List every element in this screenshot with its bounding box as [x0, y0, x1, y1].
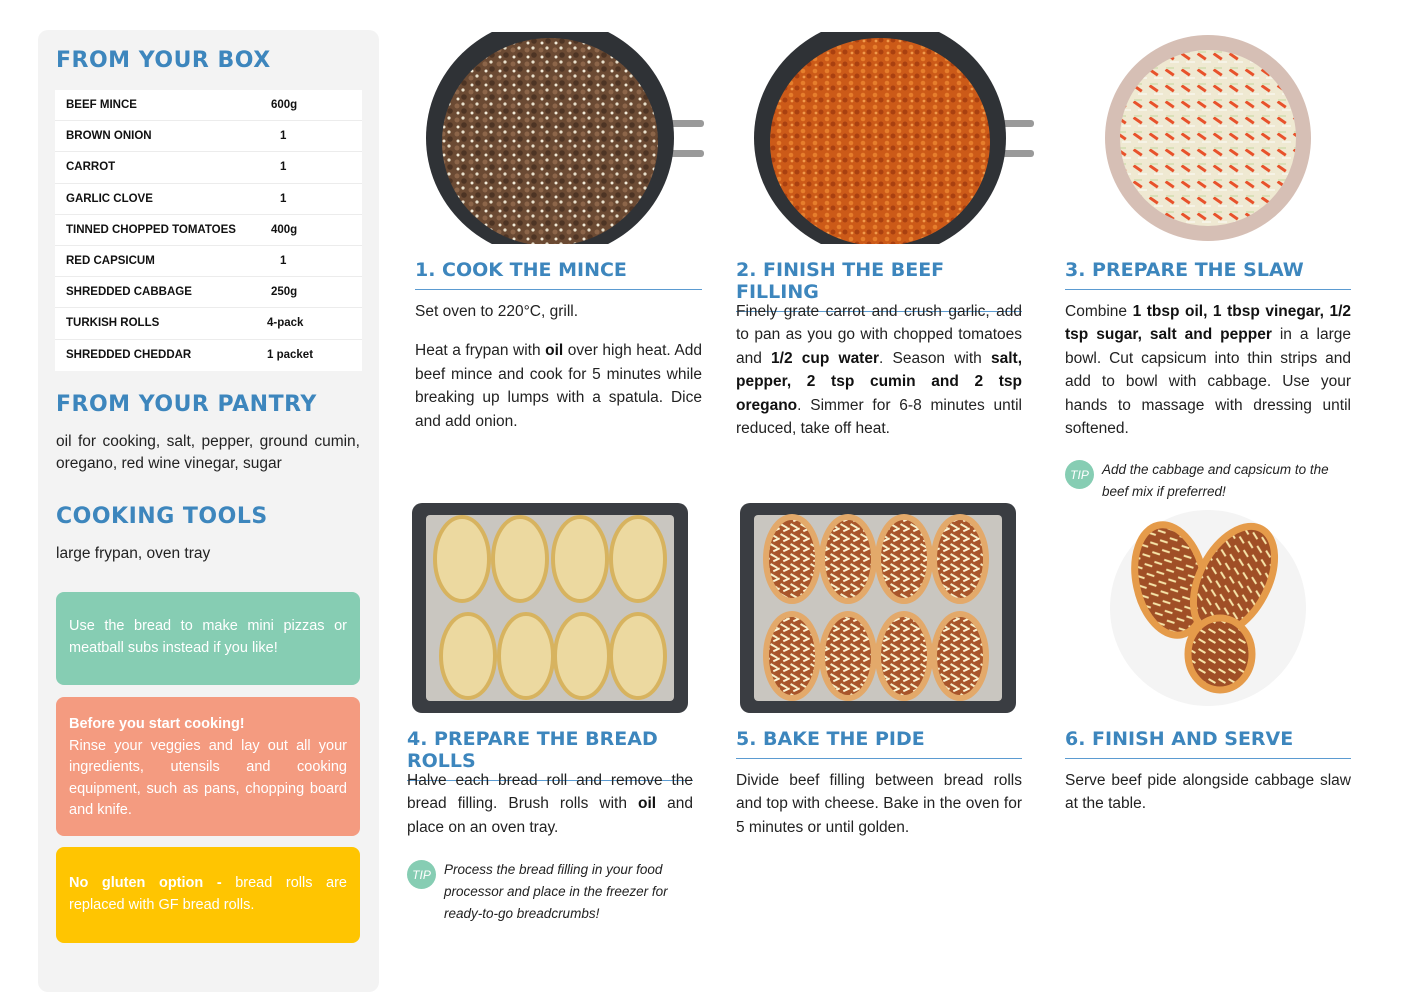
table-row: RED CAPSICUM 1: [55, 246, 362, 277]
gluten-option-note: No gluten option - bread rolls are replaced with GF bread rolls.: [56, 847, 360, 943]
step-2-body: Finely grate carrot and crush garlic, add to pan as you go with chopped tomatoes and 1/2 cup water. Season with salt, pepper, 2 tsp cumin and 2 tsp oregano. Simmer for 6-8 minutes until reduced, take off heat.: [736, 303, 1022, 438]
bread-rolls-tray-photo: [412, 503, 688, 713]
step-4-body: Halve each bread roll and remove the bread filling. Brush rolls with oil and place on an oven tray.: [407, 772, 694, 836]
step-1-body: Set oven to 220°C, grill. Heat a frypan with oil over high heat. Add beef mince and cook for 5 minutes while breaking up lumps with a spatula. Dice and add onion.: [415, 303, 702, 430]
ingredients-sidebar: [38, 30, 379, 992]
step-6-body: Serve beef pide alongside cabbage slaw at the table.: [1065, 772, 1351, 813]
step-5-title: 5. BAKE THE PIDE: [736, 728, 1022, 759]
table-row: CARROT 1: [55, 152, 362, 183]
table-row: SHREDDED CABBAGE 250g: [55, 277, 362, 308]
table-row: BROWN ONION 1: [55, 121, 362, 152]
table-row: SHREDDED CHEDDAR 1 packet: [66, 349, 314, 362]
before-cooking-title: Before you start cooking!: [69, 716, 245, 732]
tip-badge: TIP: [1065, 460, 1094, 489]
step-3-body: Combine 1 tbsp oil, 1 tbsp vinegar, 1/2 tsp sugar, salt and pepper in a large bowl. Cut capsicum into thin strips and add to bowl with cabbage. Use your hands to massage with dressing until softened.: [1065, 303, 1352, 438]
table-row: GARLIC CLOVE 1: [55, 184, 362, 215]
beef-filling-pan-photo: [752, 32, 1036, 244]
table-row: TINNED CHOPPED TOMATOES 400g: [55, 215, 362, 246]
pide-tray-photo: [740, 503, 1016, 713]
before-cooking-text: Rinse your veggies and lay out all your ingredients, utensils and cooking equipment, such as pans, chopping board and knife.: [69, 737, 347, 818]
cooking-tools-heading: COOKING TOOLS: [56, 504, 268, 529]
step-1-title: 1. COOK THE MINCE: [415, 259, 702, 290]
tip-text: Add the cabbage and capsicum to the beef mix if preferred!: [1102, 462, 1329, 499]
from-your-pantry-heading: FROM YOUR PANTRY: [56, 392, 317, 417]
ingredients-table: [55, 90, 362, 371]
tip-badge: TIP: [407, 860, 436, 889]
step-5-body: Divide beef filling between bread rolls and top with cheese. Bake in the oven for 5 minutes or until golden.: [736, 772, 1022, 836]
before-cooking-note: [56, 697, 360, 836]
step-4-tip: [407, 859, 697, 924]
slaw-bowl-photo: [1100, 34, 1316, 244]
table-row: BEEF MINCE 600g: [55, 90, 362, 121]
step-6-title: 6. FINISH AND SERVE: [1065, 728, 1351, 759]
bread-tip-note: Use the bread to make mini pizzas or meatball subs instead if you like!: [56, 592, 360, 685]
tools-text: large frypan, oven tray: [56, 545, 211, 562]
table-row: TURKISH ROLLS 4-pack: [55, 308, 362, 339]
step-4-title: 4. PREPARE THE BREAD ROLLS: [407, 728, 693, 781]
mince-pan-photo: [426, 32, 708, 244]
tip-text: Process the bread filling in your food processor and place in the freezer for ready-to-go breadcrumbs!: [444, 862, 668, 921]
from-your-box-heading: FROM YOUR BOX: [56, 48, 271, 73]
step-3-title: 3. PREPARE THE SLAW: [1065, 259, 1351, 290]
step-3-tip: [1065, 459, 1351, 503]
plated-pide-photo: [1108, 508, 1308, 708]
pantry-text: oil for cooking, salt, pepper, ground cumin, oregano, red wine vinegar, sugar: [56, 433, 360, 472]
step-2-title: 2. FINISH THE BEEF FILLING: [736, 259, 1022, 312]
